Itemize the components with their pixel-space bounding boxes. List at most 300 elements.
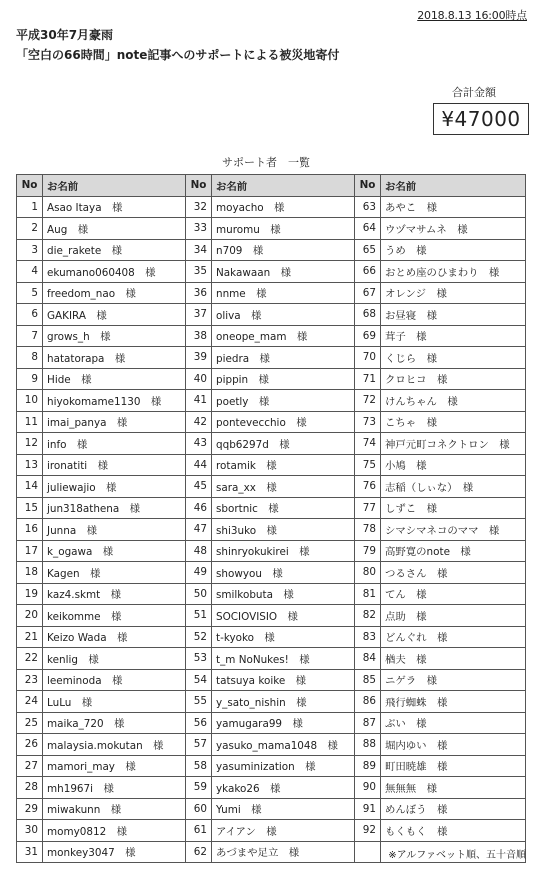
row-number: 12	[17, 433, 43, 455]
supporter-name	[381, 626, 526, 648]
row-number: 51	[186, 605, 212, 627]
table-row	[17, 777, 526, 799]
row-number: 85	[355, 669, 381, 691]
header-name: お名前	[381, 175, 526, 197]
supporter-name-text: yasuminization	[216, 761, 295, 774]
honorific-suffix: 様	[299, 653, 310, 666]
row-number: 47	[186, 519, 212, 541]
supporter-name-text: pontevecchio	[216, 417, 286, 430]
supporter-name-text: qqb6297d	[216, 438, 269, 451]
supporter-name-text: piedra	[216, 352, 250, 365]
row-number: 43	[186, 433, 212, 455]
row-number: 61	[186, 820, 212, 842]
honorific-suffix: 様	[426, 352, 437, 365]
honorific-suffix: 様	[89, 567, 101, 580]
document-subtitle: 「空白の66時間」note記事へのサポートによる被災地寄付	[16, 48, 340, 62]
row-number: 92	[355, 820, 381, 842]
supporter-name	[212, 583, 355, 605]
honorific-suffix: 様	[499, 438, 510, 451]
table-row	[17, 626, 526, 648]
supporter-name	[43, 325, 186, 347]
row-number: 87	[355, 712, 381, 734]
row-number: 83	[355, 626, 381, 648]
supporter-name-text: shinryokukirei	[216, 546, 289, 559]
honorific-suffix: 様	[251, 309, 262, 322]
row-number: 32	[186, 196, 212, 218]
row-number: 39	[186, 347, 212, 369]
supporter-name-text: Kagen	[47, 567, 80, 580]
honorific-suffix: 様	[436, 288, 447, 301]
honorific-suffix: 様	[103, 782, 114, 795]
honorific-suffix: 様	[111, 245, 122, 258]
supporter-name	[381, 476, 526, 498]
row-number: 28	[17, 777, 43, 799]
honorific-suffix: 様	[81, 374, 92, 387]
supporter-name-text: しずこ	[385, 503, 417, 516]
supporter-name-text: オレンジ	[385, 288, 427, 301]
row-number: 18	[17, 562, 43, 584]
honorific-suffix: 様	[288, 847, 300, 860]
row-number: 91	[355, 798, 381, 820]
supporter-name-text: あづまや足立	[216, 847, 279, 860]
row-number: 13	[17, 454, 43, 476]
table-row	[17, 734, 526, 756]
honorific-suffix: 様	[125, 847, 136, 860]
honorific-suffix: 様	[416, 589, 427, 602]
honorific-suffix: 様	[259, 352, 270, 365]
row-number: 62	[186, 841, 212, 863]
honorific-suffix: 様	[256, 288, 267, 301]
supporter-name-text: info	[47, 438, 67, 451]
supporter-name	[43, 261, 186, 283]
honorific-suffix: 様	[436, 804, 448, 817]
row-number: 46	[186, 497, 212, 519]
row-number: 27	[17, 755, 43, 777]
honorific-suffix: 様	[266, 481, 277, 494]
supporter-name	[381, 454, 526, 476]
honorific-suffix: 様	[416, 718, 427, 731]
supporter-name	[43, 519, 186, 541]
honorific-suffix: 様	[460, 546, 471, 559]
honorific-suffix: 様	[436, 696, 448, 709]
supporter-name-text: てん	[385, 589, 406, 602]
table-row	[17, 540, 526, 562]
supporter-name-text: 茸子	[385, 331, 406, 344]
table-row	[17, 798, 526, 820]
header-no: No	[355, 175, 381, 197]
supporter-name	[43, 583, 186, 605]
table-row	[17, 390, 526, 412]
table-header-row	[17, 175, 526, 197]
supporter-name	[43, 347, 186, 369]
supporter-name-text: grows_h	[47, 331, 90, 344]
row-number: 19	[17, 583, 43, 605]
supporter-name	[212, 390, 355, 412]
honorific-suffix: 様	[97, 460, 108, 473]
row-number: 30	[17, 820, 43, 842]
row-number: 37	[186, 304, 212, 326]
row-number: 42	[186, 411, 212, 433]
supporter-name	[381, 368, 526, 390]
honorific-suffix: 様	[457, 223, 468, 236]
supporter-name	[212, 562, 355, 584]
table-row	[17, 562, 526, 584]
table-row	[17, 433, 526, 455]
honorific-suffix: 様	[110, 610, 122, 623]
supporter-name-text: お昼寝	[385, 309, 417, 322]
row-number: 79	[355, 540, 381, 562]
row-number: 56	[186, 712, 212, 734]
row-number: 59	[186, 777, 212, 799]
table-row	[17, 476, 526, 498]
supporter-name-text: 点助	[385, 610, 406, 623]
honorific-suffix: 様	[96, 309, 107, 322]
supporter-name-text: monkey3047	[47, 847, 115, 860]
row-number: 23	[17, 669, 43, 691]
supporter-name-text: Keizo Wada	[47, 632, 107, 645]
row-number: 54	[186, 669, 212, 691]
honorific-suffix: 様	[150, 395, 162, 408]
table-row	[17, 368, 526, 390]
honorific-suffix: 様	[426, 503, 437, 516]
supporter-name-text: k_ogawa	[47, 546, 93, 559]
honorific-suffix: 様	[116, 825, 127, 838]
row-number: 55	[186, 691, 212, 713]
row-number: 26	[17, 734, 43, 756]
row-number: 80	[355, 562, 381, 584]
row-number: 50	[186, 583, 212, 605]
supporter-name-text: うめ	[385, 245, 406, 258]
row-number: 77	[355, 497, 381, 519]
supporter-name	[381, 734, 526, 756]
row-number: 8	[17, 347, 43, 369]
honorific-suffix: 様	[436, 825, 448, 838]
supporter-name	[43, 755, 186, 777]
supporter-name-text: LuLu	[47, 696, 72, 709]
row-number: 24	[17, 691, 43, 713]
honorific-suffix: 様	[153, 739, 164, 752]
supporter-name	[381, 540, 526, 562]
row-number: 17	[17, 540, 43, 562]
row-number: 41	[186, 390, 212, 412]
row-number: 70	[355, 347, 381, 369]
honorific-suffix: 様	[258, 395, 270, 408]
supporter-name	[212, 755, 355, 777]
supporter-name	[381, 798, 526, 820]
supporter-name	[381, 196, 526, 218]
honorific-suffix: 様	[251, 804, 262, 817]
supporter-name-text: mamori_may	[47, 761, 115, 774]
honorific-suffix: 様	[110, 804, 122, 817]
table-row	[17, 454, 526, 476]
supporter-name	[212, 626, 355, 648]
supporter-name-text: smilkobuta	[216, 589, 273, 602]
row-number: 76	[355, 476, 381, 498]
supporter-name	[43, 454, 186, 476]
supporter-name	[43, 433, 186, 455]
supporter-name	[212, 261, 355, 283]
supporter-name-text: die_rakete	[47, 245, 102, 258]
supporter-name-text: 高野寛のnote	[385, 546, 450, 559]
supporter-name	[381, 669, 526, 691]
honorific-suffix: 様	[296, 696, 307, 709]
footnote: ※アルファベット順、五十音順	[388, 850, 526, 861]
row-number: 9	[17, 368, 43, 390]
honorific-suffix: 様	[299, 546, 310, 559]
document-title: 平成30年7月豪雨	[16, 28, 114, 42]
supporter-name	[43, 562, 186, 584]
honorific-suffix: 様	[116, 417, 128, 430]
table-row	[17, 325, 526, 347]
supporter-name	[212, 347, 355, 369]
supporter-name-text: kenlig	[47, 653, 78, 666]
honorific-suffix: 様	[102, 546, 114, 559]
row-number: 20	[17, 605, 43, 627]
row-number: 82	[355, 605, 381, 627]
row-number: 68	[355, 304, 381, 326]
honorific-suffix: 様	[76, 438, 88, 451]
honorific-suffix: 様	[416, 610, 427, 623]
supporter-name-text: sbortnic	[216, 503, 258, 516]
supporter-name	[212, 239, 355, 261]
honorific-suffix: 様	[280, 266, 291, 279]
honorific-suffix: 様	[252, 245, 264, 258]
total-amount: ¥47000	[433, 103, 529, 135]
row-number: 71	[355, 368, 381, 390]
supporter-name-text: jun318athena	[47, 503, 120, 516]
row-number: 3	[17, 239, 43, 261]
table-row	[17, 282, 526, 304]
honorific-suffix: 様	[296, 417, 307, 430]
supporter-name	[43, 497, 186, 519]
supporter-name-text: もくもく	[385, 825, 427, 838]
supporter-name	[381, 411, 526, 433]
supporter-name-text: クロヒコ	[385, 374, 427, 387]
supporter-name-text: ぶい	[385, 718, 406, 731]
supporter-name	[381, 282, 526, 304]
supporter-name	[43, 712, 186, 734]
supporter-name-text: y_sato_nishin	[216, 696, 286, 709]
honorific-suffix: 様	[111, 675, 123, 688]
honorific-suffix: 様	[292, 718, 303, 731]
row-number: 78	[355, 519, 381, 541]
supporter-name-text: rotamik	[216, 460, 256, 473]
row-number: 65	[355, 239, 381, 261]
supporter-name-text: くじら	[385, 352, 417, 365]
row-number: 7	[17, 325, 43, 347]
supporter-name	[381, 777, 526, 799]
honorific-suffix: 様	[129, 503, 141, 516]
honorific-suffix: 様	[81, 696, 93, 709]
honorific-suffix: 様	[125, 761, 136, 774]
table-row	[17, 712, 526, 734]
supporter-name	[43, 282, 186, 304]
row-number: 11	[17, 411, 43, 433]
supporter-name	[43, 777, 186, 799]
row-number: 45	[186, 476, 212, 498]
supporter-name-text: yasuko_mama1048	[216, 739, 318, 752]
supporter-name	[212, 368, 355, 390]
supporter-name-text: momy0812	[47, 825, 107, 838]
row-number: 22	[17, 648, 43, 670]
supporter-name	[381, 691, 526, 713]
honorific-suffix: 様	[258, 374, 269, 387]
supporter-name	[381, 390, 526, 412]
supporter-name	[212, 218, 355, 240]
honorific-suffix: 様	[266, 460, 277, 473]
supporter-name-text: ekumano060408	[47, 266, 135, 279]
row-number: 57	[186, 734, 212, 756]
supporter-name-text: あやこ	[385, 202, 417, 215]
honorific-suffix: 様	[283, 589, 294, 602]
row-number: 6	[17, 304, 43, 326]
supporter-name	[43, 820, 186, 842]
row-number: 48	[186, 540, 212, 562]
supporter-name	[381, 347, 526, 369]
honorific-suffix: 様	[287, 610, 298, 623]
row-number: 89	[355, 755, 381, 777]
supporter-name	[43, 476, 186, 498]
supporter-name-text: おとめ座のひまわり	[385, 266, 479, 279]
supporter-name	[43, 841, 186, 863]
row-number: 90	[355, 777, 381, 799]
row-number: 25	[17, 712, 43, 734]
header-name: お名前	[212, 175, 355, 197]
row-number: 53	[186, 648, 212, 670]
supporter-name	[43, 218, 186, 240]
supporter-name-text: シマシマネコのママ	[385, 524, 479, 537]
honorific-suffix: 様	[447, 395, 458, 408]
supporter-name	[43, 734, 186, 756]
honorific-suffix: 様	[269, 782, 281, 795]
honorific-suffix: 様	[462, 481, 474, 494]
supporter-name-text: めんぼう	[385, 804, 427, 817]
supporter-name	[43, 605, 186, 627]
row-number: 40	[186, 368, 212, 390]
honorific-suffix: 様	[426, 309, 437, 322]
supporter-name	[43, 196, 186, 218]
supporter-name	[43, 540, 186, 562]
supporter-name-text: oliva	[216, 309, 241, 322]
supporter-name	[43, 239, 186, 261]
honorific-suffix: 様	[426, 782, 437, 795]
supporter-name	[381, 239, 526, 261]
supporter-name-text: shi3uko	[216, 524, 257, 537]
honorific-suffix: 様	[77, 223, 89, 236]
row-number: 1	[17, 196, 43, 218]
table-row	[17, 691, 526, 713]
honorific-suffix: 様	[86, 524, 97, 537]
supporter-name	[212, 433, 355, 455]
supporter-name	[381, 497, 526, 519]
supporter-name	[381, 562, 526, 584]
honorific-suffix: 様	[111, 202, 123, 215]
row-number: 75	[355, 454, 381, 476]
row-number: 49	[186, 562, 212, 584]
table-row	[17, 755, 526, 777]
row-number: 2	[17, 218, 43, 240]
honorific-suffix: 様	[266, 524, 277, 537]
supporter-name-text: oneope_mam	[216, 331, 287, 344]
row-number: 67	[355, 282, 381, 304]
supporter-name-text: hiyokomame1130	[47, 395, 141, 408]
supporter-name-text: 無無無	[385, 782, 417, 795]
supporter-name	[381, 433, 526, 455]
supporter-name	[43, 669, 186, 691]
supporter-name	[212, 325, 355, 347]
supporter-name-text: つるさん	[385, 567, 427, 580]
honorific-suffix: 様	[295, 675, 307, 688]
supporter-name-text: ykako26	[216, 782, 260, 795]
honorific-suffix: 様	[436, 761, 448, 774]
table-row	[17, 239, 526, 261]
supporter-name-text: アイアン	[216, 825, 256, 838]
supporter-name-text: keikomme	[47, 610, 101, 623]
supporter-name	[43, 368, 186, 390]
supporter-name-text: moyacho	[216, 202, 264, 215]
supporter-name-text: SOCIOVISIO	[216, 610, 278, 623]
row-number: 33	[186, 218, 212, 240]
supporter-name	[381, 583, 526, 605]
honorific-suffix: 様	[416, 245, 427, 258]
supporter-name-text: miwakunn	[47, 804, 101, 817]
honorific-suffix: 様	[106, 481, 117, 494]
supporter-name-text: 楢夫	[385, 653, 406, 666]
row-number: 86	[355, 691, 381, 713]
supporter-name	[43, 691, 186, 713]
row-number: 69	[355, 325, 381, 347]
supporter-name-text: juliewajio	[47, 481, 96, 494]
honorific-suffix: 様	[416, 460, 427, 473]
supporter-name-text: けんちゃん	[385, 395, 437, 408]
honorific-suffix: 様	[117, 632, 128, 645]
supporter-name	[381, 605, 526, 627]
supporter-name-text: 堀内ゆい	[385, 739, 427, 752]
honorific-suffix: 様	[114, 718, 125, 731]
supporter-name	[43, 390, 186, 412]
supporter-name	[381, 519, 526, 541]
honorific-suffix: 様	[416, 653, 427, 666]
supporter-name-text: hatatorapa	[47, 352, 105, 365]
supporter-name-text: t_m NoNukes!	[216, 653, 289, 666]
honorific-suffix: 様	[436, 632, 448, 645]
supporter-name	[212, 648, 355, 670]
supporter-name	[212, 497, 355, 519]
supporter-name-text: kaz4.skmt	[47, 589, 101, 602]
honorific-suffix: 様	[270, 223, 281, 236]
supporter-name-text: Nakawaan	[216, 266, 271, 279]
row-number: 74	[355, 433, 381, 455]
supporter-name-text: freedom_nao	[47, 288, 116, 301]
supporter-name	[43, 648, 186, 670]
honorific-suffix: 様	[100, 331, 111, 344]
supporter-name-text: 飛行蜘蛛	[385, 696, 427, 709]
honorific-suffix: 様	[426, 417, 437, 430]
honorific-suffix: 様	[426, 202, 437, 215]
supporter-name-text: Asao Itaya	[47, 202, 102, 215]
row-number: 15	[17, 497, 43, 519]
supporter-name-text: 神戸元町コネクトロン	[385, 438, 489, 451]
honorific-suffix: 様	[110, 589, 121, 602]
supporter-name	[381, 304, 526, 326]
honorific-suffix: 様	[426, 675, 437, 688]
table-row	[17, 648, 526, 670]
supporter-name	[381, 325, 526, 347]
honorific-suffix: 様	[264, 632, 275, 645]
supporter-name-text: imai_panya	[47, 417, 107, 430]
supporter-name-text: ニゲラ	[385, 675, 417, 688]
table-row	[17, 218, 526, 240]
